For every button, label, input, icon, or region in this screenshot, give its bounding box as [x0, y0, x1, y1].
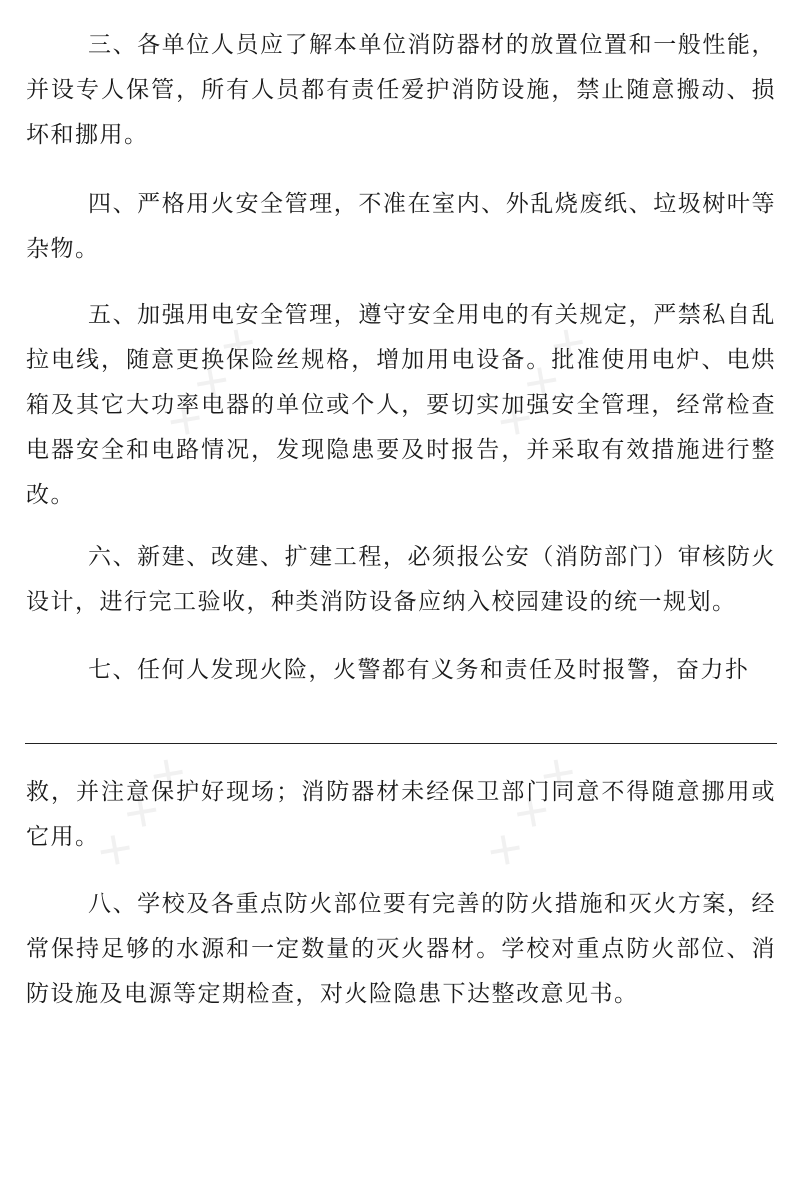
paragraph-4: 四、严格用火安全管理，不准在室内、外乱烧废纸、垃圾树叶等杂物。 — [26, 191, 776, 262]
paragraph-5: 五、加强用电安全管理，遵守安全用电的有关规定，严禁私自乱拉电线，随意更换保险丝规格，增加用电设备。批准使用电炉、电烘箱及其它大功率电器的单位或个人，要切实加强安全管理，经常检查电器安全和电路情况，发现隐患要及时报告，并采取有效措施进行整改。 — [26, 302, 776, 508]
watermark: ✕ ✕ ✕ — [488, 318, 598, 448]
paragraph-3: 三、各单位人员应了解本单位消防器材的放置位置和一般性能，并设专人保管，所有人员都有责任爱护消防设施，禁止随意搬动、损坏和挪用。 — [26, 32, 776, 148]
paragraph-7-start: 七、任何人发现火险，火警都有义务和责任及时报警，奋力扑 — [88, 657, 750, 683]
watermark: ✕ ✕ ✕ — [478, 748, 588, 878]
page-break-line — [25, 743, 777, 744]
paragraph-8: 八、学校及各重点防火部位要有完善的防火措施和灭火方案，经常保持足够的水源和一定数量的灭火器材。学校对重点防火部位、消防设施及电源等定期检查，对火险隐患下达整改意见书。 — [26, 891, 776, 1007]
paragraph-6: 六、新建、改建、扩建工程，必须报公安（消防部门）审核防火设计，进行完工验收，种类消防设备应纳入校园建设的统一规划。 — [26, 544, 776, 615]
watermark: ✕ ✕ ✕ — [158, 318, 268, 448]
paragraph-7-continued: 救，并注意保护好现场；消防器材未经保卫部门同意不得随意挪用或它用。 — [26, 779, 776, 850]
watermark: ✕ ✕ ✕ — [88, 748, 198, 878]
